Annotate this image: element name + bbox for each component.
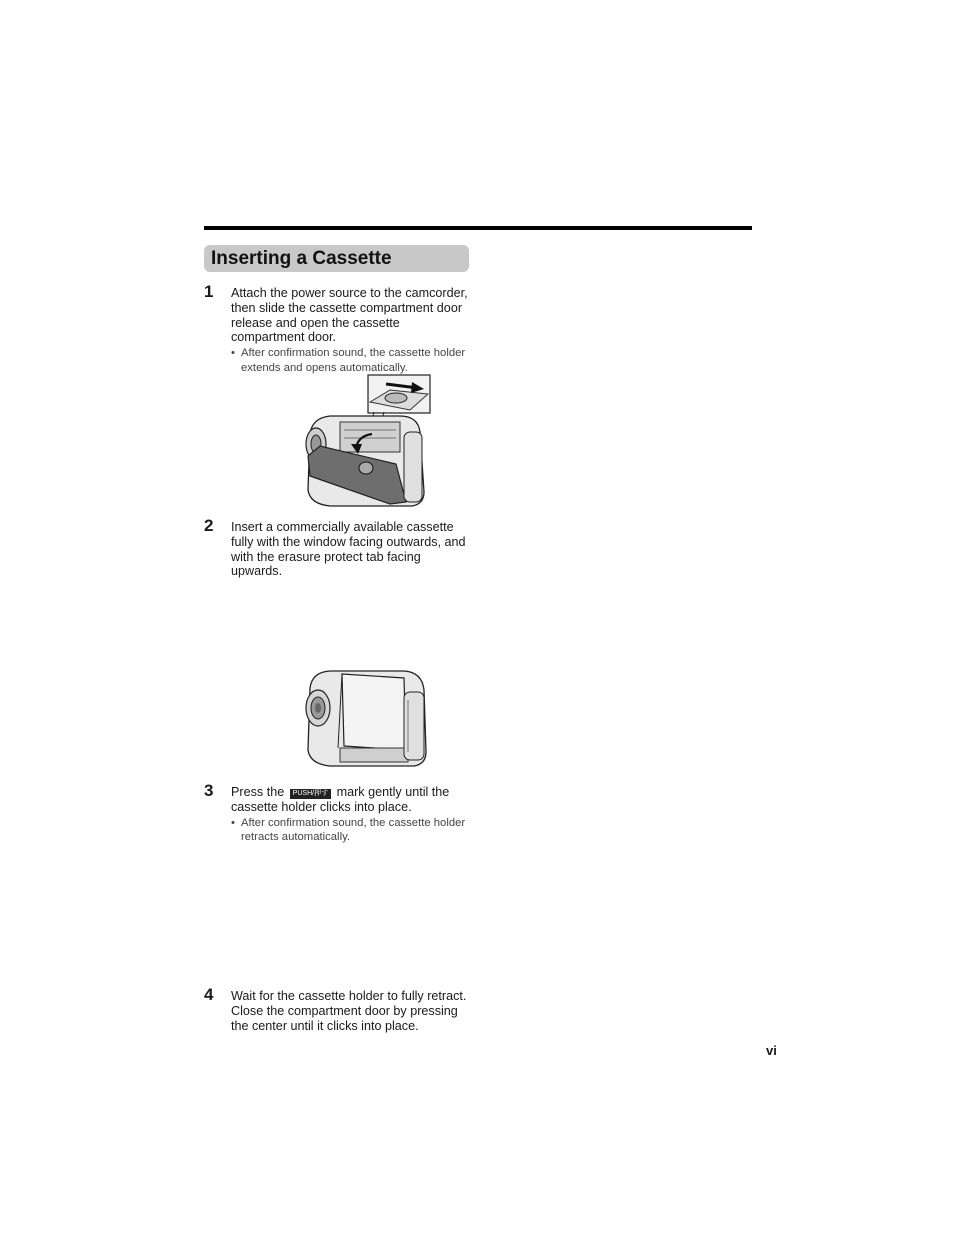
- step-2: [204, 516, 474, 579]
- step-note: [231, 816, 476, 845]
- step-text: Insert a commercially available cassette fully with the window facing outwards, and with the erasure protect tab facing upwards.: [231, 520, 466, 579]
- camcorder-door-release-icon: [300, 372, 435, 514]
- step-note-text: After confirmation sound, the cassette holder retracts automatically.: [241, 816, 466, 843]
- top-rule: [204, 226, 752, 230]
- step-4: [204, 985, 474, 1033]
- step-1: [204, 282, 474, 375]
- step-text-before: Press the: [231, 785, 285, 799]
- step-note-text: After confirmation sound, the cassette holder extends and opens automatically.: [241, 347, 466, 374]
- step-number: 4: [204, 985, 214, 1004]
- step-text: [231, 785, 471, 815]
- page-number: vi: [766, 1043, 777, 1058]
- step-number: 1: [204, 282, 214, 301]
- section-title: Inserting a Cassette: [204, 245, 469, 272]
- step-text-after: mark gently until the cassette holder clicks into place.: [231, 785, 450, 814]
- camcorder-cassette-insert-icon: [300, 666, 430, 772]
- push-mark: PUSH/押す: [290, 789, 331, 799]
- step-3: [204, 781, 474, 844]
- bullet: •: [231, 347, 235, 360]
- bullet: •: [231, 816, 235, 829]
- step-note: [231, 346, 476, 375]
- step-text: Attach the power source to the camcorder, then slide the cassette compartment door release and open the cassette compartment door.: [231, 286, 468, 345]
- step-number: 3: [204, 781, 214, 800]
- step-text: Wait for the cassette holder to fully retract. Close the compartment door by pressing the center until it clicks into place.: [231, 989, 467, 1033]
- step-number: 2: [204, 516, 214, 535]
